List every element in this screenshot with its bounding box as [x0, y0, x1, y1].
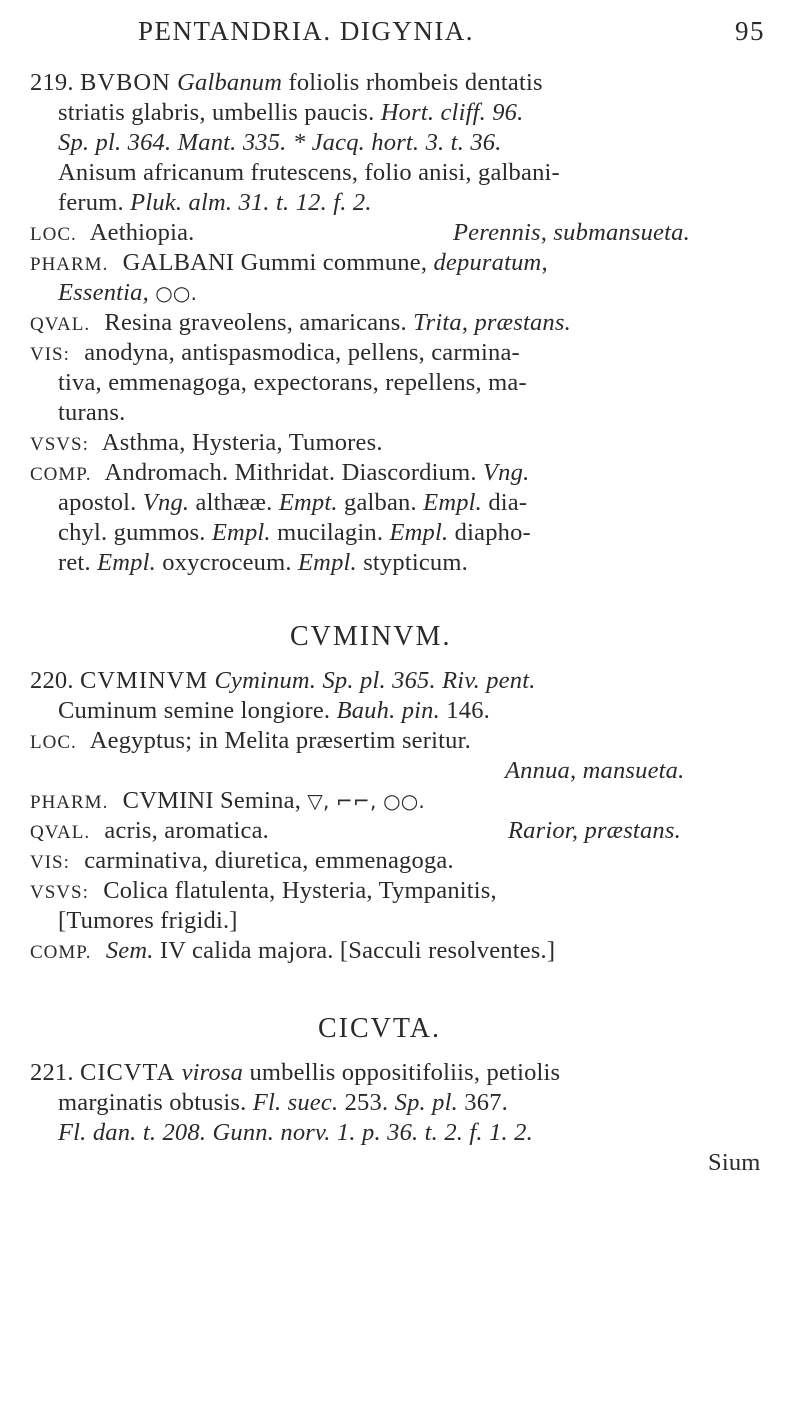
running-header	[138, 16, 474, 46]
reference: Pluk. alm. 31. t. 12. f. 2.	[130, 189, 372, 216]
reference: Sp. pl. 365.	[322, 667, 436, 694]
entry-219-comp-3: chyl. gummos. Empl. mucilagin. Empl. diapho-	[58, 519, 531, 546]
entry-219-loc: LOC. Aethiopia.	[30, 219, 195, 246]
entry-220-vsvs-2: [Tumores frigidi.]	[58, 907, 238, 934]
reference: Sp. pl.	[394, 1089, 458, 1116]
entry-219-line-1	[30, 68, 543, 98]
entry-number: 220.	[30, 667, 74, 694]
entry-220-loc: LOC. Aegyptus; in Melita præsertim seritur.	[30, 727, 471, 754]
entry-220-comp: COMP. Sem. IV calida majora. [Sacculi resolventes.]	[30, 937, 556, 964]
entry-221-line-2: marginatis obtusis. Fl. suec. 253. Sp. pl. 367.	[58, 1089, 508, 1116]
reference: Sp. pl. 364. Mant. 335. * Jacq. hort. 3. t. 36.	[58, 129, 502, 156]
field-label: QVAL.	[30, 314, 91, 335]
field-label: VIS:	[30, 852, 70, 873]
pharmacy-symbol: ▽, ⌐⌐, ○○.	[307, 789, 425, 813]
genus-name: CICVTA	[80, 1059, 176, 1086]
reference: Bauh. pin.	[336, 697, 440, 724]
entry-219-vis: VIS: anodyna, antispasmodica, pellens, carmina-	[30, 339, 520, 366]
reference: Fl. dan. t. 208. Gunn. norv. 1. p. 36. t. 2. f. 1. 2.	[58, 1119, 533, 1146]
entry-219-comp: COMP. Andromach. Mithridat. Diascordium. Vng.	[30, 459, 530, 486]
field-label: QVAL.	[30, 822, 91, 843]
species-name: Cyminum.	[214, 667, 317, 694]
genus-name: CVMINVM	[80, 667, 209, 694]
reference: Hort. cliff. 96.	[380, 99, 524, 126]
entry-219-qval: QVAL. Resina graveolens, amaricans. Trita, præstans.	[30, 309, 571, 336]
entry-220-loc-note: Annua, mansueta.	[505, 757, 685, 784]
reference: Fl. suec.	[252, 1089, 339, 1116]
entry-219-line-2: striatis glabris, umbellis paucis. Hort. cliff. 96.	[58, 99, 524, 126]
entry-219-comp-4: ret. Empl. oxycroceum. Empl. stypticum.	[58, 549, 468, 576]
entry-219-vsvs: VSVS: Asthma, Hysteria, Tumores.	[30, 429, 383, 456]
entry-219-vis-2: tiva, emmenagoga, expectorans, repellens, ma-	[58, 369, 527, 396]
genus-name: BVBON	[80, 69, 171, 96]
entry-220-qval-note: Rarior, præstans.	[508, 817, 681, 844]
description: foliolis rhombeis dentatis	[288, 69, 543, 96]
field-label: PHARM.	[30, 792, 109, 813]
entry-220-vsvs: VSVS: Colica flatulenta, Hysteria, Tympanitis,	[30, 877, 497, 904]
species-name: Galbanum	[177, 69, 283, 96]
field-label: COMP.	[30, 942, 92, 963]
field-label: LOC.	[30, 732, 77, 753]
field-label: VIS:	[30, 344, 70, 365]
entry-220-line-1	[30, 666, 536, 696]
entry-219-vis-3: turans.	[58, 399, 126, 426]
field-label: VSVS:	[30, 882, 89, 903]
field-label: PHARM.	[30, 254, 109, 275]
description: umbellis oppositifoliis, petiolis	[249, 1059, 561, 1086]
section-heading-cuminum: CVMINVM.	[290, 621, 452, 652]
field-label: LOC.	[30, 224, 77, 245]
entry-220-vis: VIS: carminativa, diuretica, emmenagoga.	[30, 847, 454, 874]
entry-220-pharm: PHARM. CVMINI Semina, ▽, ⌐⌐, ○○.	[30, 787, 425, 814]
entry-221-line-3	[58, 1118, 533, 1148]
entry-219-essentia: Essentia, ○○.	[58, 279, 198, 306]
entry-220-qval: QVAL. acris, aromatica.	[30, 817, 270, 844]
entry-219-line-3	[58, 128, 502, 158]
pharmacy-symbol: ○○.	[155, 281, 198, 305]
field-label: COMP.	[30, 464, 92, 485]
header-title: PENTANDRIA. DIGYNIA.	[138, 16, 475, 46]
entry-219-loc-note: Perennis, submansueta.	[453, 219, 690, 246]
field-label: VSVS:	[30, 434, 89, 455]
entry-number: 221.	[30, 1059, 74, 1086]
entry-219-line-4: Anisum africanum frutescens, folio anisi, galbani-	[58, 159, 560, 186]
entry-number: 219.	[30, 69, 74, 96]
entry-219-line-5: ferum. Pluk. alm. 31. t. 12. f. 2.	[58, 189, 372, 216]
reference: Riv. pent.	[442, 667, 536, 694]
catchword: Sium	[708, 1149, 761, 1176]
entry-220-line-2: Cuminum semine longiore. Bauh. pin. 146.	[58, 697, 490, 724]
species-name: virosa	[181, 1059, 244, 1086]
entry-219-pharm: PHARM. GALBANI Gummi commune, depuratum,	[30, 249, 548, 276]
section-heading-cicuta: CICVTA.	[318, 1013, 441, 1044]
page-number: 95	[735, 16, 765, 46]
entry-221-line-1	[30, 1058, 560, 1088]
entry-219-comp-2: apostol. Vng. althææ. Empt. galban. Empl. dia-	[58, 489, 528, 516]
